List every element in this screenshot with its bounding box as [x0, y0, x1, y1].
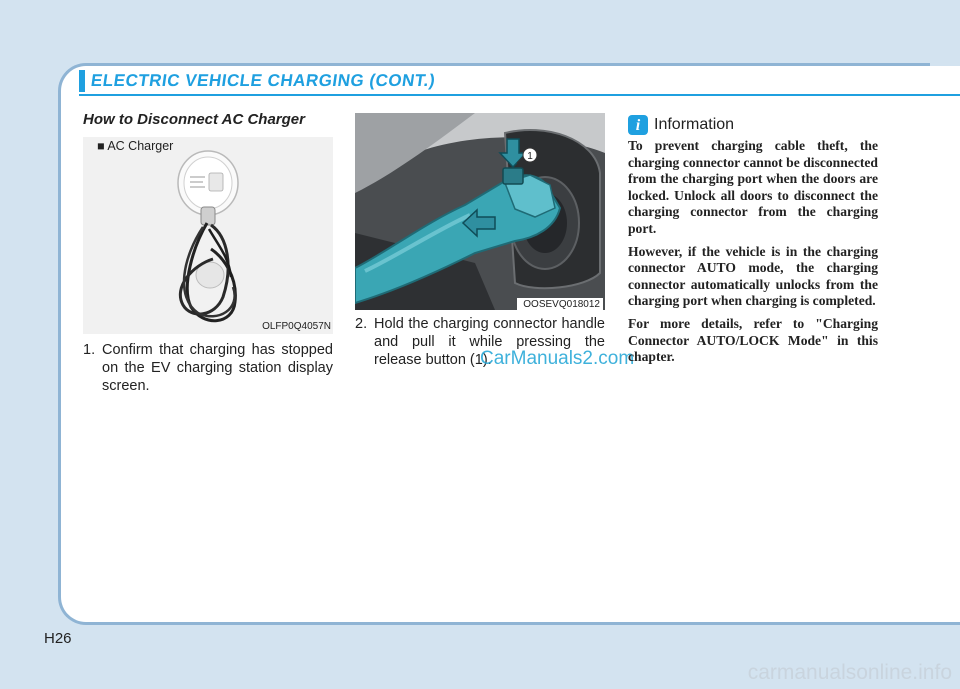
- information-title: Information: [654, 116, 735, 133]
- page-number: H26: [44, 630, 72, 647]
- section-divider: [79, 94, 960, 96]
- ac-charger-figure: [83, 137, 333, 334]
- footer-watermark: carmanualsonline.info: [747, 661, 952, 684]
- step-number: 2.: [355, 316, 368, 332]
- figure-label: ■ AC Charger: [97, 139, 174, 153]
- information-paragraph: To prevent charging cable theft, the charging connector cannot be disconnected from the charging port when the doors are locked. Unlock all doors to disconnect the charging connector from the charging port.: [628, 138, 878, 236]
- charging-connector-illustration: [355, 113, 605, 310]
- section-title: ELECTRIC VEHICLE CHARGING (CONT.): [89, 71, 437, 90]
- information-paragraph: For more details, refer to "Charging Connector AUTO/LOCK Mode" in this chapter.: [628, 315, 878, 365]
- figure-code: OOSEVQ018012: [517, 298, 603, 310]
- information-paragraph: However, if the vehicle is in the charging connector AUTO mode, the charging connector automatically unlocks from the charging port when charging is completed.: [628, 243, 878, 309]
- information-body: [628, 138, 878, 372]
- step-1: [83, 341, 333, 395]
- charging-connector-figure: [355, 113, 605, 310]
- ac-charger-illustration: [83, 137, 333, 334]
- callout-number: 1: [527, 151, 533, 162]
- section-title-marker: [79, 70, 85, 92]
- step-number: 1.: [83, 342, 96, 358]
- figure-code: OLFP0Q4057N: [262, 321, 331, 332]
- subheading: How to Disconnect AC Charger: [83, 111, 305, 128]
- watermark: CarManuals2.com: [480, 348, 635, 369]
- step-text: Confirm that charging has stopped on the EV charging station display screen.: [102, 342, 333, 394]
- panel-tab-notch: [930, 56, 960, 66]
- step-text: Hold the charging connector handle and pull it while pressing the release button (1).: [374, 316, 605, 368]
- info-icon: i: [628, 115, 648, 135]
